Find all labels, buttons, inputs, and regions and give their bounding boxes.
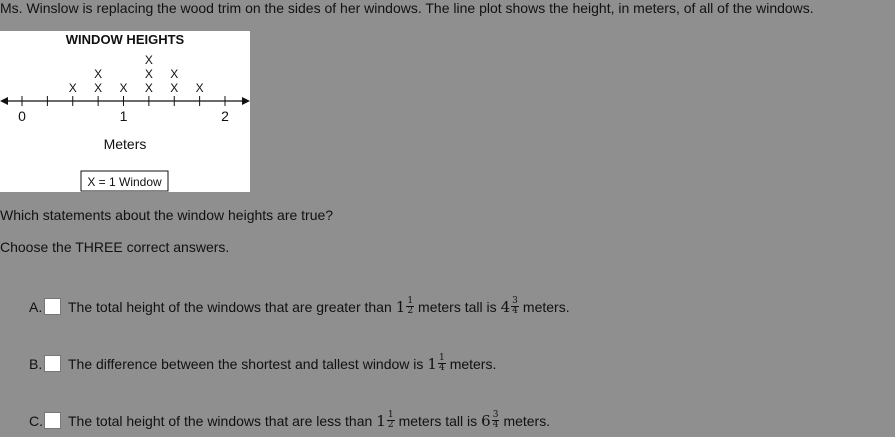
data-marks	[69, 53, 204, 95]
mixed-number	[481, 411, 499, 430]
mixed-number	[376, 411, 394, 430]
fraction	[406, 297, 414, 316]
option-text-part: meters tall is	[398, 412, 478, 429]
whole-part: 1	[427, 354, 437, 373]
x-mark: X	[94, 81, 103, 95]
mixed-number	[396, 297, 414, 316]
left-arrow-icon	[0, 97, 8, 105]
whole-part: 1	[395, 297, 406, 316]
x-mark: X	[144, 67, 153, 81]
option-a-checkbox[interactable]	[44, 298, 61, 315]
x-mark: X	[170, 67, 179, 81]
numerator: 1	[387, 410, 394, 420]
option-letter: C.	[29, 412, 43, 429]
problem-prompt: Ms. Winslow is replacing the wood trim on the sides of her windows. The line plot shows the height, in meters, of all of the windows.	[0, 0, 814, 16]
fraction	[492, 411, 500, 430]
fraction	[387, 411, 395, 430]
line-plot-svg	[0, 31, 250, 192]
x-mark: X	[144, 81, 153, 95]
x-axis-label: Meters	[103, 136, 147, 152]
option-text-part: The difference between the shortest and tallest window is	[68, 355, 424, 372]
option-c-text	[68, 411, 550, 430]
option-letter: B.	[29, 355, 43, 372]
mixed-number	[501, 297, 519, 316]
whole-part: 6	[481, 411, 491, 430]
number-line	[0, 97, 250, 105]
mixed-number	[427, 354, 445, 373]
tick-labels	[18, 108, 229, 124]
x-mark: X	[144, 53, 153, 67]
numerator: 3	[492, 410, 499, 420]
option-b-checkbox[interactable]	[44, 355, 61, 372]
denominator: 4	[492, 420, 499, 430]
tick-label: 2	[221, 108, 229, 124]
question-text: Which statements about the window heights are true?	[0, 207, 334, 223]
option-a[interactable]	[29, 297, 570, 316]
x-mark: X	[170, 81, 179, 95]
denominator: 2	[407, 306, 414, 316]
numerator: 1	[438, 353, 445, 363]
numerator: 3	[512, 296, 518, 306]
key-label: X = 1 Window	[87, 175, 162, 189]
right-arrow-icon	[242, 97, 250, 105]
whole-part: 4	[500, 297, 511, 316]
option-text-part: meters.	[522, 298, 570, 315]
tick-label: 0	[18, 108, 26, 124]
option-text-part: meters.	[449, 355, 497, 372]
option-text-part: The total height of the windows that are greater than	[68, 298, 392, 315]
whole-part: 1	[376, 411, 386, 430]
option-c[interactable]	[29, 411, 550, 430]
tick-label: 1	[119, 108, 128, 124]
option-c-checkbox[interactable]	[44, 412, 61, 429]
option-text-part: meters.	[503, 412, 551, 429]
x-mark: X	[68, 81, 77, 95]
x-mark: X	[119, 81, 128, 95]
option-b[interactable]	[29, 354, 496, 373]
instruction-text: Choose the THREE correct answers.	[0, 239, 230, 255]
option-b-text	[68, 354, 496, 373]
numerator: 1	[407, 296, 414, 306]
option-text-part: meters tall is	[418, 298, 497, 315]
x-mark: X	[94, 67, 103, 81]
option-text-part: The total height of the windows that are less than	[68, 412, 373, 429]
denominator: 4	[512, 306, 518, 316]
denominator: 4	[438, 363, 445, 373]
option-a-text	[68, 297, 570, 316]
fraction	[511, 297, 519, 316]
plot-title: WINDOW HEIGHTS	[65, 32, 185, 47]
fraction	[438, 354, 446, 373]
denominator: 2	[387, 420, 394, 430]
line-plot-figure	[0, 31, 250, 192]
x-mark: X	[195, 81, 204, 95]
option-letter: A.	[29, 298, 43, 315]
